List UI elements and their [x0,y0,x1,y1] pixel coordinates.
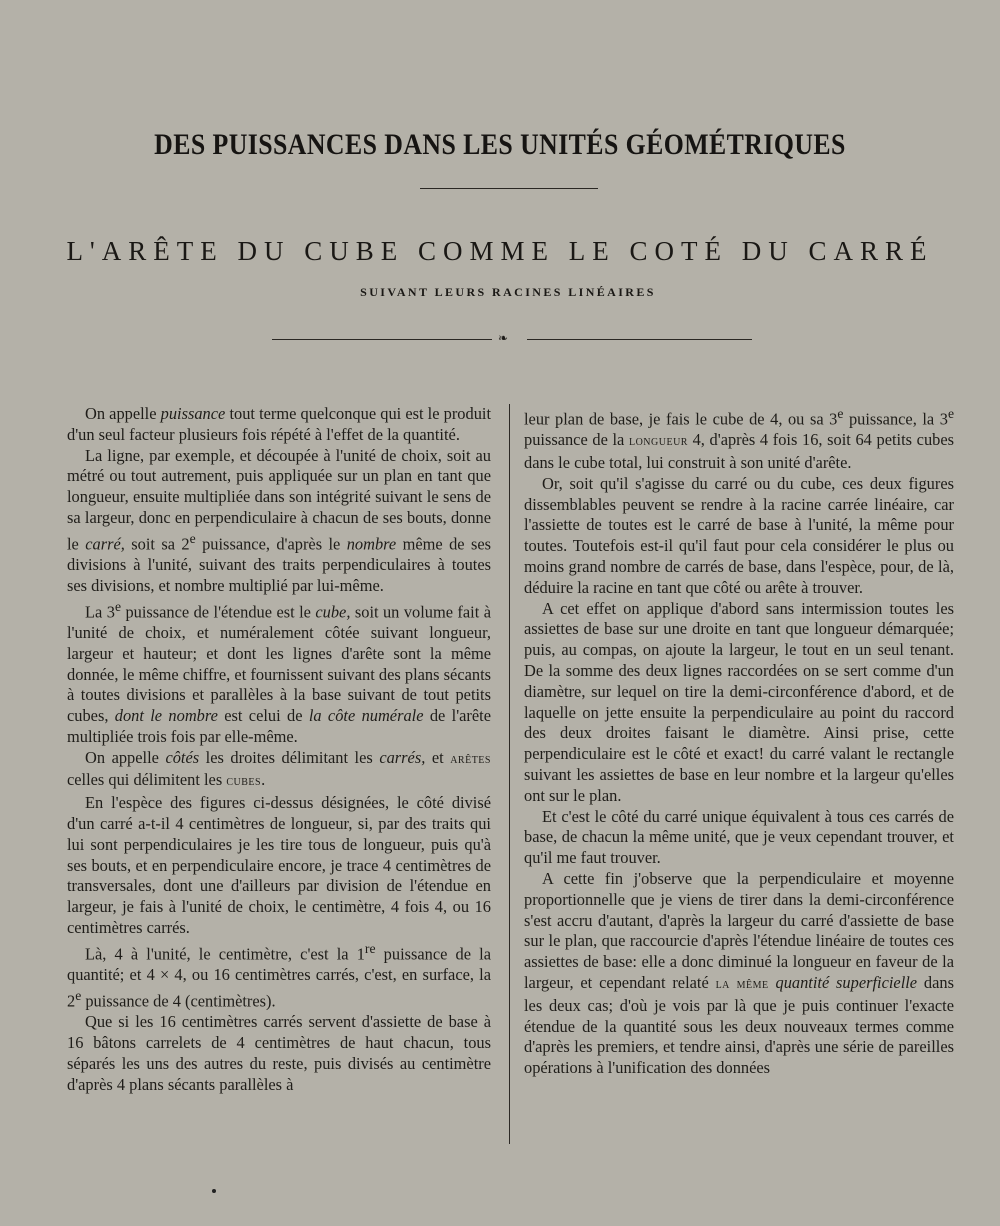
paragraph: Là, 4 à l'unité, le centimètre, c'est la 1re puissance de la quantité; et 4 × 4, ou 16 centimètres carrés, c'est, en surface, la 2e puissance de 4 (centimètres). [67,940,491,1011]
paragraph: Que si les 16 centimètres carrés servent d'assiette de base à 16 bâtons carrelets de 4 centimètres de haut chacun, tous séparés les uns des autres du reste, puis divisés au centimètre d'après 4 plans sécants parallèles à [67,1012,491,1094]
paragraph: A cet effet on applique d'abord sans intermission toutes les assiettes de base sur une droite en tant que longueur démarquée; puis, au compas, on ajoute la largeur, le tout en un seul tenant. De la somme des deux lignes raccordées on se sert comme d'un diamètre, sur lequel on tire la demi-circonférence d'abord, et de laquelle on jette ensuite la perpendiculaire au point du raccord des deux droites faisant le diamètre. Ainsi prise, cette perpendiculaire est le côté et exact! du carré valant le rectangle suivant les assiettes de base en leur nombre et la largeur qu'elles ont sur le plan. [524,598,954,805]
page-title: DES PUISSANCES DANS LES UNITÉS GÉOMÉTRIQUES [154,128,846,161]
fleuron-icon: ❧ [498,331,509,345]
paragraph: On appelle puissance tout terme quelconque qui est le produit d'un seul facteur plusieurs fois répété à l'effet de la quantité. [67,404,491,444]
ink-speck [212,1189,216,1193]
paragraph: La ligne, par exemple, et découpée à l'unité de choix, soit au métré ou tout autrement, puis appliquée sur un plan en tant que longueur, ensuite multipliée dans son intégrité suivant le sens de sa largeur, donc en perpendiculaire à chacun de ses bouts, donne le carré, soit sa 2e puissance, d'après le nombre même de ses divisions à l'unité, suivant des traits perpendiculaires à toutes ses divisions, et nombre multiplié par lui-même. [67,445,491,595]
paragraph: En l'espèce des figures ci-dessus désignées, le côté divisé d'un carré a-t-il 4 centimètres de longueur, si, par des traits qui lui sont perpendiculaires je les tire tous de longueur, puis qu'à ses bouts, et en perpendiculaire encore, je trace 4 centimètres de transversales, dont une d'ailleurs par division de l'étendue en largeur, je fais à l'unité de choix, le centimètre, 4 fois 4, ou 16 centimètres carrés. [67,793,491,938]
paragraph: On appelle côtés les droites délimitant les carrés, et arêtes celles qui délimitent les cubes. [67,747,491,790]
left-column [67,404,491,1095]
paragraph: leur plan de base, je fais le cube de 4, ou sa 3e puissance, la 3e puissance de la longueur 4, d'après 4 fois 16, soit 64 petits cubes dans le cube total, lui construit à son unité d'arête. [524,406,954,473]
ornament-line-right [527,339,752,340]
right-column [524,404,954,1079]
column-divider [509,404,510,1144]
section-title: L'ARÊTE DU CUBE COMME LE COTÉ DU CARRÉ [66,236,934,266]
paragraph: La 3e puissance de l'étendue est le cube, soit un volume fait à l'unité de choix, et numéralement côtée suivant longueur, largeur et hauteur; et dont les lignes d'arête sont la même donnée, le même chiffre, et fournissent suivant des plans sécants à toutes divisions et parallèles à la base suivant de tout petits cubes, dont le nombre est celui de la côte numérale de l'arête multipliée trois fois par elle-même. [67,598,491,746]
paragraph: Et c'est le côté du carré unique équivalent à tous ces carrés de base, de chacun la même unité, que je veux cependant trouver, et qu'il me faut trouver. [524,806,954,868]
section-subtitle: SUIVANT LEURS RACINES LINÉAIRES [360,285,656,299]
ornament-line-left [272,339,492,340]
paragraph: Or, soit qu'il s'agisse du carré ou du cube, ces deux figures dissemblables peuvent se rendre à la racine carrée linéaire, car l'assiette de toutes est le carré de base à l'unité, la même pour toutes. Toutefois est-il qu'il faut pour cela considérer le plus ou moins grand nombre de carrés de base, dans l'espèce, pour, de là, déduire la racine en tant que côté ou arête à trouver. [524,473,954,597]
title-rule [420,188,598,189]
paragraph: A cette fin j'observe que la perpendiculaire et moyenne proportionnelle que je viens de tirer dans la demi-circonférence s'est accru d'autant, d'après la largeur du carré d'assiette de base sur le plan, que raccourcie d'après l'étendue linéaire de toutes ces assiettes de base: elle a donc diminué la longueur en faveur de la largeur, et cependant relaté la même quantité superficielle dans les deux cas; d'où je vois par là que je puis continuer l'exacte étendue de la quantité sous les deux nouveaux termes comme d'après les premiers, et tendre ainsi, d'après une série de pareilles opérations à l'unification des données [524,869,954,1078]
ornamental-divider [272,333,752,345]
